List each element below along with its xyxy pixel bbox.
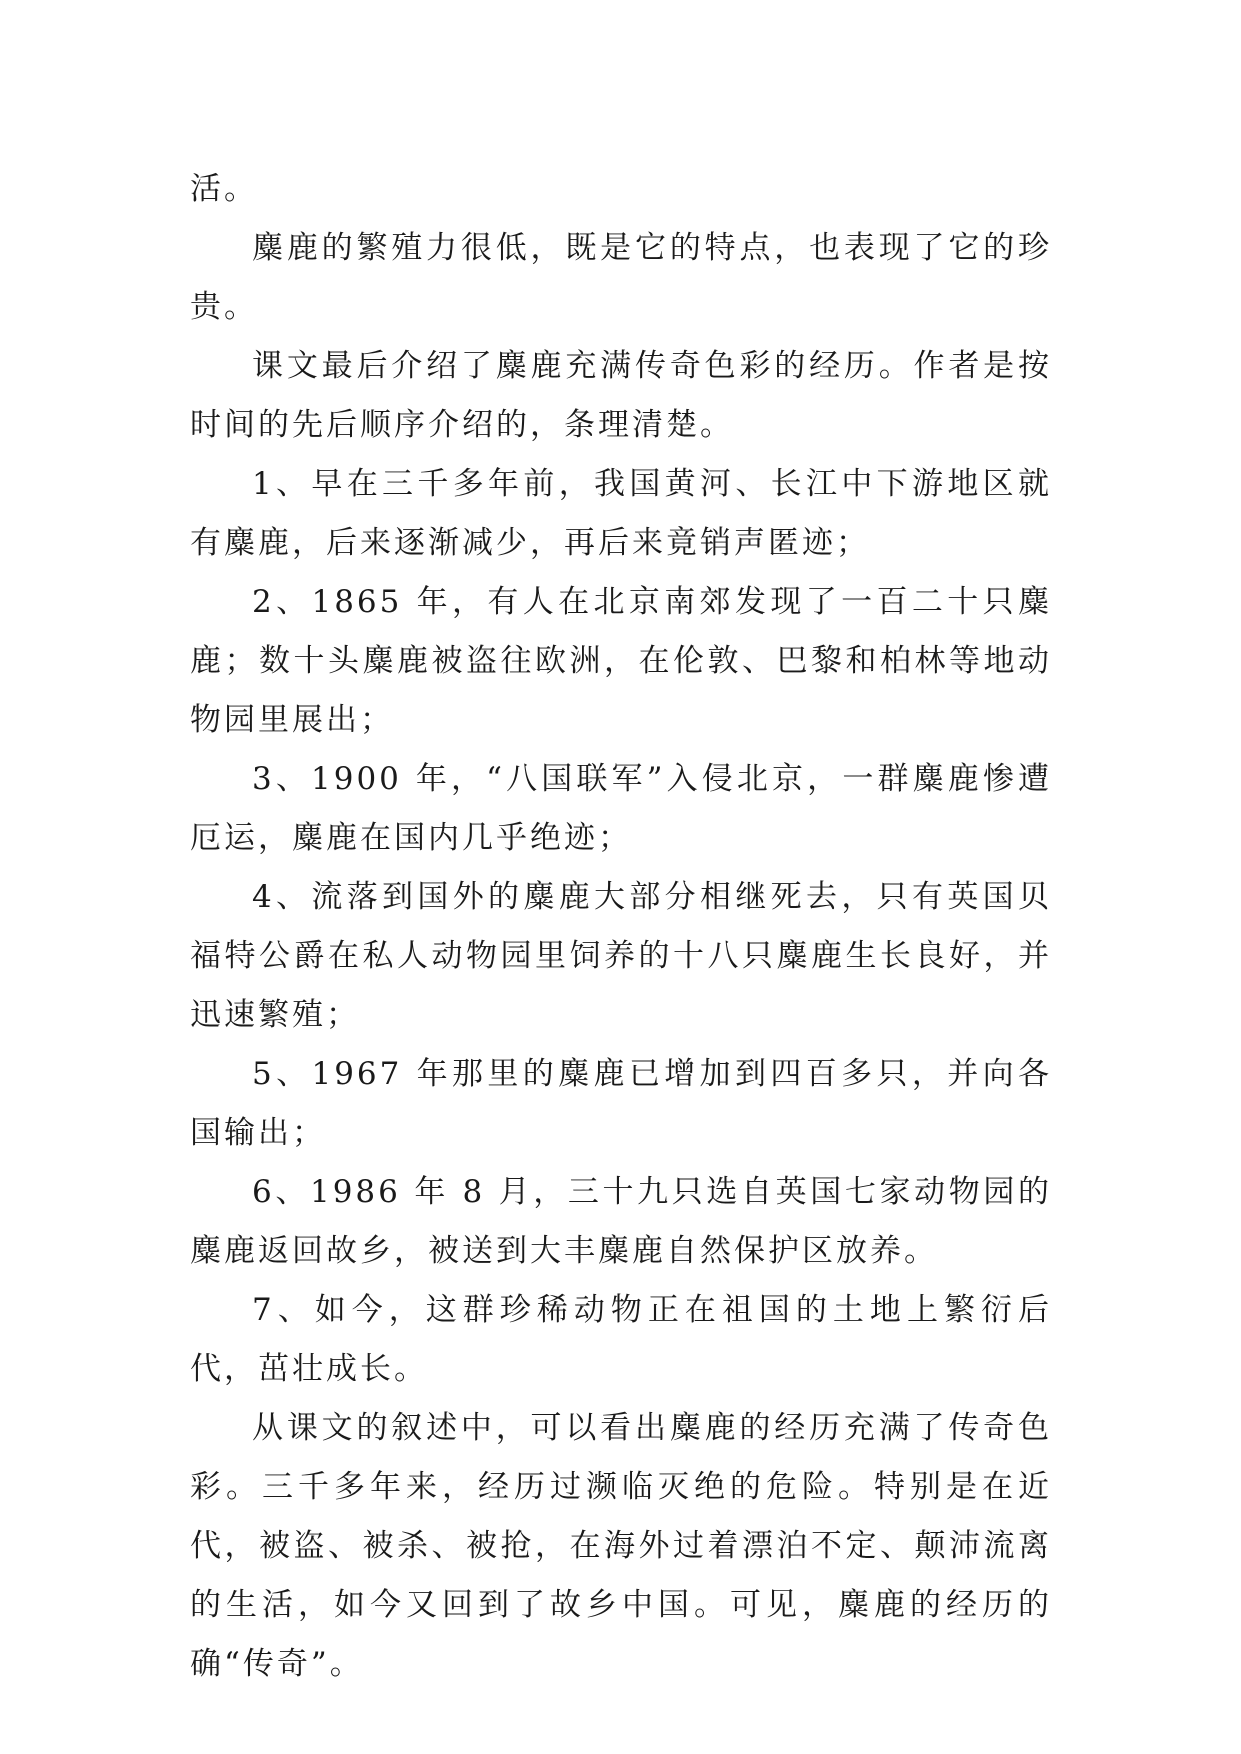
list-item-2: 2、1865 年，有人在北京南郊发现了一百二十只麋鹿；数十头麋鹿被盗往欧洲，在伦敦、巴黎和柏林等地动物园里展出； [190, 584, 1052, 738]
paragraph-conclusion: 从课文的叙述中，可以看出麋鹿的经历充满了传奇色彩。三千多年来，经历过濒临灭绝的危险。特别是在近代，被盗、被杀、被抢，在海外过着漂泊不定、颠沛流离的生活，如今又回到了故乡中国。可见，麋鹿的经历的确“传奇”。 [190, 1410, 1052, 1682]
paragraph-breeding: 麋鹿的繁殖力很低，既是它的特点，也表现了它的珍贵。 [190, 230, 1052, 325]
paragraph-continuation: 活。 [190, 171, 258, 207]
list-item-4: 4、流落到国外的麋鹿大部分相继死去，只有英国贝福特公爵在私人动物园里饲养的十八只麋鹿生长良好，并迅速繁殖； [190, 879, 1052, 1033]
document-page [190, 160, 1052, 1694]
list-item-3: 3、1900 年，“八国联军”入侵北京，一群麋鹿惨遭厄运，麋鹿在国内几乎绝迹； [190, 761, 1052, 856]
list-item-6: 6、1986 年 8 月，三十九只选自英国七家动物园的麋鹿返回故乡，被送到大丰麋鹿自然保护区放养。 [190, 1174, 1052, 1269]
list-item-1: 1、早在三千多年前，我国黄河、长江中下游地区就有麋鹿，后来逐渐减少，再后来竟销声匿迹； [190, 466, 1052, 561]
paragraph-experience-intro: 课文最后介绍了麋鹿充满传奇色彩的经历。作者是按时间的先后顺序介绍的，条理清楚。 [190, 348, 1052, 443]
list-item-5: 5、1967 年那里的麋鹿已增加到四百多只，并向各国输出； [190, 1056, 1052, 1151]
list-item-7: 7、如今，这群珍稀动物正在祖国的土地上繁衍后代，茁壮成长。 [190, 1292, 1052, 1387]
